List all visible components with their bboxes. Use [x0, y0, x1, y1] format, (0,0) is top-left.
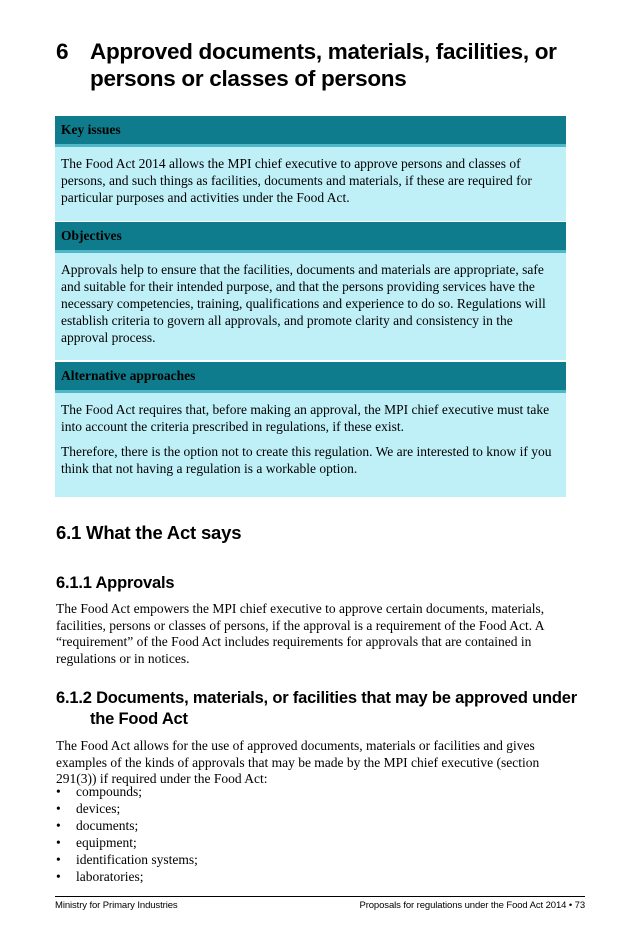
list-item: • equipment; [56, 835, 137, 850]
bullet-icon: • [56, 818, 61, 833]
alternative-approaches-paragraph-2: Therefore, there is the option not to create this regulation. We are interested to know if you think that not having a regulation is a workable option. [61, 444, 552, 476]
footer-divider [55, 896, 585, 897]
key-issues-paragraph: The Food Act 2014 allows the MPI chief executive to approve persons and classes of persons, and such things as facilities, documents and materials, if these are required for particular purposes and activities under the Food Act. [61, 156, 532, 205]
alternative-approaches-heading-bar [55, 362, 566, 393]
alternative-approaches-paragraph-1: The Food Act requires that, before making an approval, the MPI chief executive must take into account the criteria prescribed in regulations, if these exist. [61, 402, 550, 434]
section-6-1-heading: 6.1 What the Act says [56, 522, 242, 543]
list-item: • documents; [56, 818, 139, 833]
bullet-icon: • [56, 869, 61, 884]
bullet-icon: • [56, 852, 61, 867]
objectives-paragraph: Approvals help to ensure that the facilities, documents and materials are appropriate, safe and suitable for their intended purpose, and that the persons providing services have the necessary competencies, training, qualifications and experience to do so. Regulations will establish criteria to govern all approvals, and promote clarity and consistency in the approval process. [61, 262, 546, 345]
section-6-1-2-body: The Food Act allows for the use of approved documents, materials or facilities and gives examples of the kinds of approvals that may be made by the MPI chief executive (section 291(3)) if required under the Food Act: [56, 738, 540, 786]
key-issues-heading-bar [55, 116, 566, 147]
list-item: • devices; [56, 801, 121, 816]
footer-document-page: Proposals for regulations under the Food Act 2014 • 73 [359, 900, 585, 911]
objectives-heading: Objectives [61, 228, 122, 243]
section-6-1-1-body: The Food Act empowers the MPI chief executive to approve certain documents, materials, facilities, persons or classes of persons, if the approval is a requirement of the Food Act. A “requirement” of the Food Act includes requirements for approvals that are contained in regulations or in notices. [56, 601, 545, 666]
chapter-number: 6 [56, 39, 69, 64]
bullet-icon: • [56, 801, 61, 816]
list-item: • compounds; [56, 784, 142, 799]
section-6-1-1-heading: 6.1.1 Approvals [56, 574, 175, 592]
list-item: • laboratories; [56, 869, 144, 884]
footer-organisation: Ministry for Primary Industries [55, 900, 178, 911]
chapter-title [56, 38, 596, 92]
alternative-approaches-body [55, 393, 566, 497]
bullet-icon: • [56, 784, 61, 799]
objectives-body [55, 253, 566, 360]
key-issues-body [55, 147, 566, 221]
list-item: • identification systems; [56, 852, 198, 867]
key-issues-heading: Key issues [61, 122, 121, 137]
section-6-1-2-heading [56, 688, 596, 730]
objectives-heading-bar [55, 222, 566, 253]
bullet-icon: • [56, 835, 61, 850]
section-6-1-2-heading-text: 6.1.2 Documents, materials, or facilities that may be approved under the Food Act [56, 689, 577, 728]
approval-kinds-list [56, 783, 198, 885]
chapter-title-text: Approved documents, materials, facilities, or persons or classes of persons [90, 39, 557, 91]
alternative-approaches-heading: Alternative approaches [61, 368, 196, 383]
